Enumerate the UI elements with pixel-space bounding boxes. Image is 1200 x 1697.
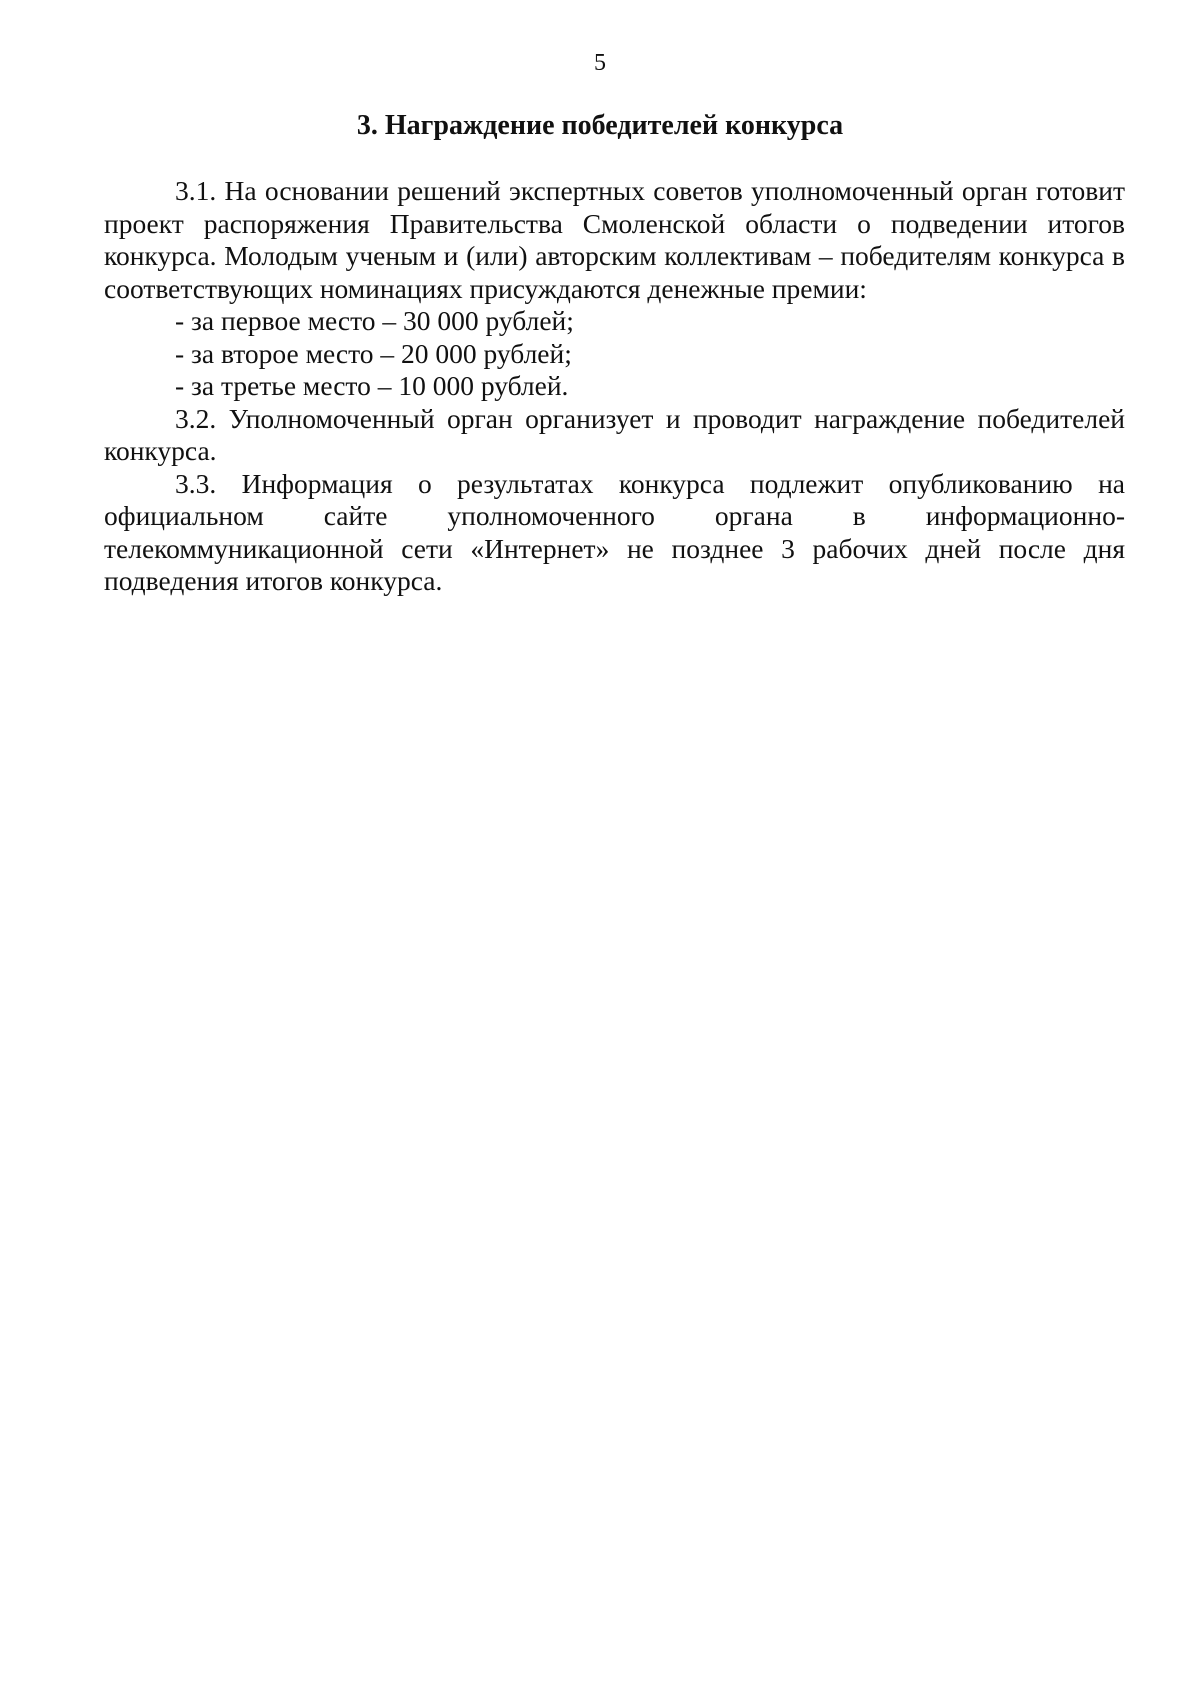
prize-third-place: - за третье место – 10 000 рублей. bbox=[175, 370, 569, 401]
page-number: 5 bbox=[594, 50, 606, 76]
paragraph-3-2: 3.2. Уполномоченный орган организует и проводит награждение победителей конкурса. bbox=[104, 402, 1125, 466]
section-title: 3. Награждение победителей конкурса bbox=[356, 110, 844, 141]
paragraph-3-3: 3.3. Информация о результатах конкурса подлежит опубликованию на официальном сайте уполномоченного органа в информационно-телекоммуникационной сети «Интернет» не позднее 3 рабочих дней после дня подведения итогов конкурса. bbox=[104, 467, 1125, 596]
document-body bbox=[104, 175, 1125, 598]
prize-first-place: - за первое место – 30 000 рублей; bbox=[175, 305, 574, 336]
prize-second-place: - за второе место – 20 000 рублей; bbox=[175, 337, 572, 369]
paragraph-3-1: 3.1. На основании решений экспертных советов уполномоченный орган готовит проект распоряжения Правительства Смоленской области о подведении итогов конкурса. Молодым ученым и (или) авторским коллективам – победителям конкурса в соответствующих номинациях присуждаются денежные премии: bbox=[104, 175, 1125, 304]
